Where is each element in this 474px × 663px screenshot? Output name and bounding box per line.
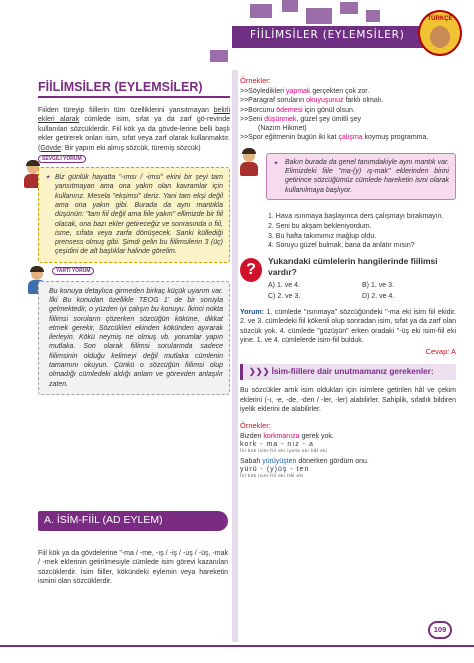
footer-line <box>0 645 474 647</box>
speech-tag: SEVGİLİ YORUM <box>38 155 86 163</box>
speech-bubble-yellow <box>38 167 230 263</box>
speech-text: Biz günlük hayatta "-ımsı / -imsi" ekini bir şeyi tam yansıtmayan ama ona yakın olan kavramlar için kullanırız. Mesela "ekşimsi" deriz. Yani tam ekşi değil ama ona yakın gibi. Burada da aynı mantıkla düşünün: "tam fiil değil ama fiile yakın" ellimizde bir fiil olacak, ona bazı ekler getireceğiz ve sonrasında o fiil, isme, sıfata veya zarfa dönüşecek. Sanki küllediği prensess olmuş gibi. Şimdi gelin bu fiilimsilerin 3 (üç) çeşidini de alt başlıklar halinde görelim. <box>55 174 223 256</box>
choice-d[interactable]: D) 2. ve 4. <box>362 293 395 301</box>
examples2-label: Örnekler: <box>240 420 271 430</box>
example-line: >>Borcunu ödemesi için gönül olsun. <box>240 106 355 114</box>
decor-square <box>210 50 228 62</box>
intro-underline: Gövde <box>40 144 61 152</box>
examples-list <box>240 87 456 143</box>
reminder-text: Bu sözcükler artık isim oldukları için isimlere getirilen hâl ve çekim eklerini (-ı, -e, -de, -den / -ler, -ler) alabilirler. Sahiplik, sıfatlık bildiren iyelik eklerini de alabilirler. <box>240 387 456 414</box>
intro-text: Fiilden türeyip fiillerin tüm özelliklerini yansıtmayan <box>38 107 214 114</box>
question-item: 3. Bu hafta takımımız mağlup oldu. <box>268 232 377 240</box>
question-text: Yukarıdaki cümlelerin hangilerinde fiilimsi vardır? <box>268 256 438 277</box>
right-column <box>240 76 456 478</box>
decor-square <box>250 4 272 18</box>
answer-label: Cevap: A <box>425 347 456 357</box>
question-items <box>268 212 456 251</box>
reminder-title <box>249 367 450 377</box>
decor-square <box>366 10 380 22</box>
speech-bubble-gray <box>38 281 230 395</box>
yorum-paragraph <box>240 308 456 345</box>
question-item: 4. Soruyu güzel bulmak, bana da anlatır mısın? <box>268 242 415 250</box>
intro-text: : Bir yapım eki almış sözcük, türemiş sözcük) <box>60 144 201 152</box>
speech-tag: YARTI YORUM <box>52 267 94 275</box>
example-line: (Nazım Hikmet) <box>258 125 307 133</box>
bullet-icon: ✦ <box>273 160 279 167</box>
page-header <box>0 0 474 72</box>
intro-text: cümlede isim, sıfat ya da zarf gö-revinde kullanılan sözcüklerdir. Fiil kök ya da gövde-lerine belli başlı ekler getirerek onları isim, sıfat veya zarf olarak kullanmaktır. ( <box>38 116 230 152</box>
example-line: >>Seni düşünmek, güzel şey ümitli şey <box>240 115 362 123</box>
intro-underline: belirli ekleri alarak <box>38 107 230 124</box>
page-number: 109 <box>428 621 452 639</box>
morpheme-tags: fiil kök isim-fiil eki iyelik eki hâl eki <box>240 447 328 453</box>
logo-text: TÜRKÇE <box>427 16 453 22</box>
header-title: FİİLİMSİLER (EYLEMSİLER) <box>250 29 405 41</box>
turkce-logo <box>418 10 462 56</box>
morpheme-tags: fiil kök isim-fiil eki hâl eki <box>240 473 304 479</box>
left-column <box>38 80 230 395</box>
section-a-heading: A. İSİM-FİİL (AD EYLEM) <box>38 511 228 531</box>
examples-label: Örnekler: <box>240 76 271 85</box>
reminder-title-text: İsim-fiillere dair unutmamanız gerekenler: <box>271 367 434 377</box>
decor-square <box>340 2 358 14</box>
speech-block-2 <box>38 267 230 395</box>
answer-choices <box>268 280 456 302</box>
example-line: >>Söyledikleri yapmak gerçekten çok zor. <box>240 88 370 95</box>
morpheme-split: yürü - (y)üş - ten <box>240 466 310 474</box>
choice-c[interactable]: C) 2. ve 3. <box>268 293 301 301</box>
choice-a[interactable]: A) 1. ve 4. <box>268 282 300 290</box>
morpheme-split: kork - ma - nız - a <box>240 440 314 448</box>
intro-paragraph <box>38 106 230 153</box>
reminder-strip <box>240 364 456 380</box>
example2-line: Bizden korkmanıza gerek yok. <box>240 432 334 440</box>
bullet-icon: ✦ <box>45 175 51 182</box>
speech-text: Bakın burada da genel tanımdakiyle aynı mantık var. Elimizdeki fiile "ma-(y) ış-mak" eklerinden birini getirince sözcüğümüz cümlede hareketin ismi olarak kullanılmaya başlıyor. <box>285 158 449 194</box>
question-item: 2. Seni bu akşam bekleniyordum. <box>268 222 372 230</box>
speech-bubble-pink <box>266 153 456 200</box>
yorum-label: Yorum: <box>240 309 264 317</box>
example-line: >>Spor eğitmenin bugün iki kat çalışma koymuş programma. <box>240 134 429 142</box>
question-item: 1. Hava ısınmaya başlayınca ders çalışmayı bırakmayın. <box>268 212 444 220</box>
decor-square <box>306 8 332 24</box>
triple-arrow-icon: ❯❯❯ <box>249 367 270 377</box>
section-a-text: Fiil kök ya da gövdelerine "-ma / -me, -ış / -iş / -uş / -üş, -mak / -mek eklerinin getirilmesiyle cümlede isim görevi kazanılan sözcüklerdir. İsim fiiller, kökündeki eylemin veya hareketin ismini olan sözcüklerdir. <box>38 550 228 586</box>
section-title: FİİLİMSİLER (EYLEMSİLER) <box>38 80 230 98</box>
logo-face-icon <box>430 26 450 48</box>
speech-block-3 <box>266 153 456 200</box>
example2-line: Sabah yürüyüşten dönerken gördüm onu. <box>240 457 369 465</box>
yorum-text: 1. cümlede "ısınmaya" sözcüğündeki "-ma eki isim fiil ekidir. 2. ve 3. cümledeki fiil kökenli olup sonradan isim, sıfat ya da zarf olan sözcük yok. 4. cümlede "gözüşün" erken oradaki "-üş eki isim-fiil eki yine. 1. ve 4. cümlelerde isim-fiil bulduk. <box>240 309 456 345</box>
speech-text: Bu konuya detaylıca girmeden birkaç küçük uyarım var. İlki Bu konudan özellikle TEOG 1' de bir soruyla gelmektedir, o yüzden iyi çalışın bu konuyu. İkinci nokta fiilimsi soruların çözerken sözcüğün köküne, dikkat etmek gerekir, Sözcükleri ekinden kökünden ayırarak ilerleyin. Kökü neymiş ne olmuş vb. yorumlar yapın mutlaka. Son olarak fiilimsi sorularında sadece fiilimsinin olduğu kelimeyi değil mutlaka cümlenin tamamını okuyun. Çünkü o sözcüğün fiilimsi olup olmadığı cümledeki aldığı anlam ve görevden anlaşılır zaten. <box>49 287 223 388</box>
teacher-avatar-icon <box>238 149 260 177</box>
question-mark-icon: ? <box>240 258 262 282</box>
decor-square <box>282 0 298 12</box>
speech-block-1 <box>38 156 230 263</box>
choice-b[interactable]: B) 1. ve 3. <box>362 282 394 290</box>
example-line: >>Paragraf soruların okuyuşunuz farklı olmalı. <box>240 97 384 105</box>
